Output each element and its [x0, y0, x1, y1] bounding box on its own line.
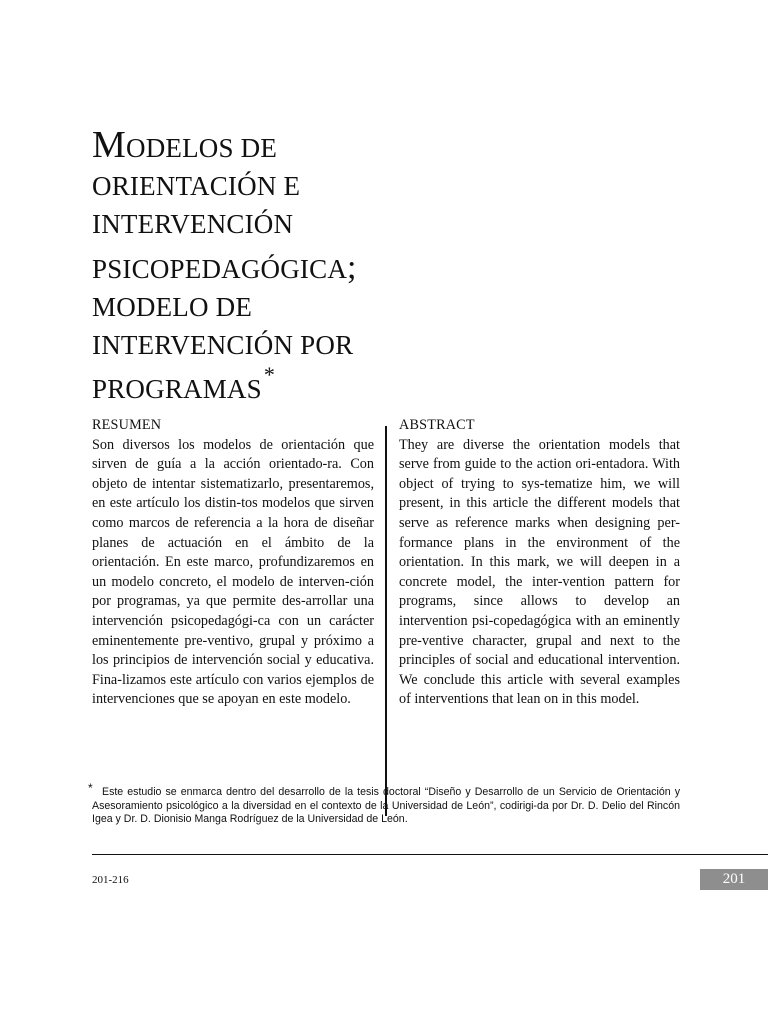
title-line-7: [92, 362, 492, 410]
resumen-heading: RESUMEN: [92, 417, 162, 433]
page-number-badge: 201: [700, 869, 768, 890]
article-title: [92, 126, 492, 410]
footer-rule: [92, 854, 768, 855]
title-line-7-text: PROGRAMAS: [92, 374, 262, 404]
title-line-3: INTERVENCIÓN: [92, 209, 294, 239]
abstract-body: They are diverse the orientation models that serve from guide to the action ori-entadora. With object of trying to sys-tematize him, we will present, in this article the different models that serve as reference marks when designing per-formance plans in the environment of the orientation. In this mark, we will deepen in a concrete model, the inter-vention pattern for programs, since allows to develop an intervention psi-copedagógica with an eminently pre-ventive character, grupal and next to the principles of social and educational intervention. We conclude this article with several examples of interventions that lean on in this model.: [399, 436, 680, 708]
footnote-text: Este estudio se enmarca dentro del desarrollo de la tesis doctoral “Diseño y Desarrollo de un Servicio de Orientación y Asesoramiento psicológico a la diversidad en el contexto de la Universidad de León”, codirigi-da por Dr. D. Delio del Rincón Igea y Dr. D. Dionisio Manga Rodríguez de la Universidad de León.: [92, 786, 680, 826]
title-line-1-rest: ODELOS DE: [126, 133, 278, 163]
title-line-4-text: PSICOPEDAGÓGICA: [92, 254, 348, 284]
abstract-column: [399, 416, 680, 710]
title-line-6: INTERVENCIÓN POR: [92, 330, 354, 360]
title-footnote-mark: *: [263, 362, 276, 387]
resumen-body: Son diversos los modelos de orientación que sirven de guía a la acción orientado-ra. Con objeto de intentar sistematizarlo, presentaremos, en este artículo los distin-tos modelos que sirven como marcos de referencia a la hora de diseñar planes de actuación en el ámbito de la orientación. En este marco, profundizaremos en un modelo concreto, el modelo de interven-ción por programas, ya que permite des-arrollar una intervención psicopedagógi-ca con un carácter eminentemente pre-ventivo, grupal y próximo a los principios de intervención social y educativa. Fina-lizamos este artículo con varios ejemplos de intervenciones que se apoyan en este modelo.: [92, 436, 374, 708]
title-line-2: ORIENTACIÓN E: [92, 171, 301, 201]
title-semicolon: ;: [347, 249, 357, 286]
abstract-heading: ABSTRACT: [399, 417, 475, 433]
title-lead-letter: M: [92, 124, 126, 166]
footnote-mark: *: [88, 781, 93, 795]
title-line-5: MODELO DE: [92, 292, 253, 322]
resumen-column: [92, 416, 374, 710]
page-range: 201-216: [92, 874, 129, 886]
title-line-1: [92, 126, 492, 167]
footnote: [88, 781, 680, 827]
title-line-4: [92, 249, 492, 288]
column-divider: [385, 426, 387, 816]
